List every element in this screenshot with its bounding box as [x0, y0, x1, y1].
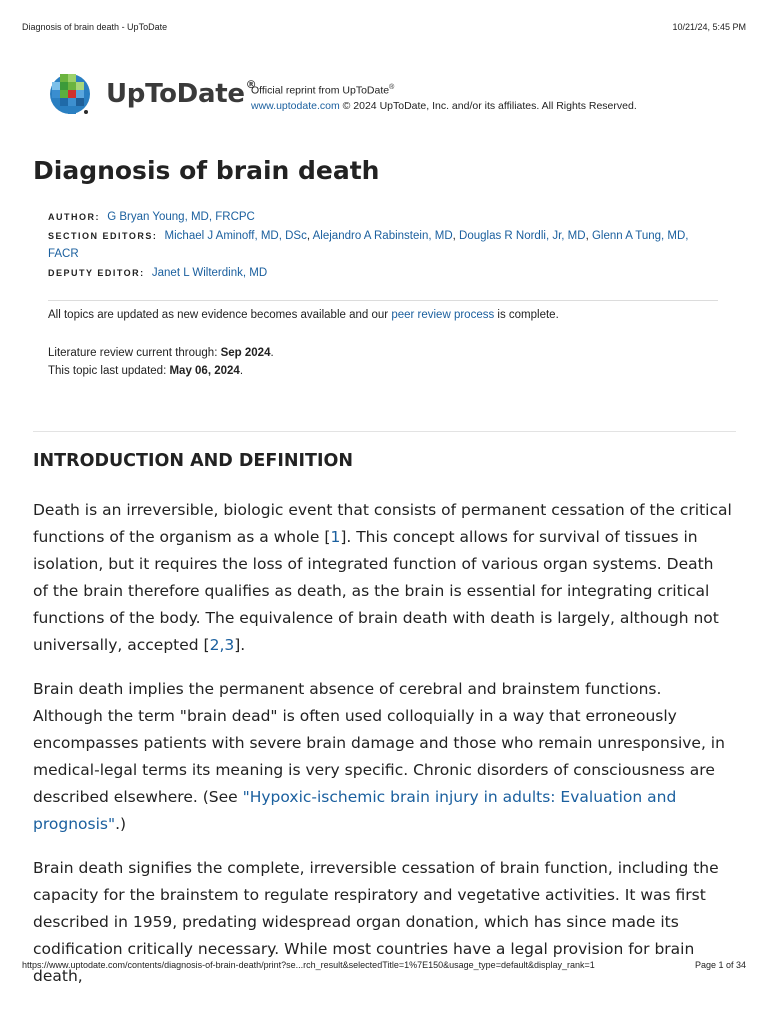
section-editor-link[interactable]: Alejandro A Rabinstein, MD [312, 229, 453, 242]
print-datetime: 10/21/24, 5:45 PM [672, 22, 746, 32]
lit-review-value: Sep 2024 [220, 347, 271, 359]
author-link[interactable]: G Bryan Young, MD, FRCPC [107, 211, 255, 223]
section-editor-link[interactable]: Douglas R Nordli, Jr, MD [459, 229, 586, 242]
last-updated-value: May 06, 2024 [169, 365, 240, 377]
last-updated-label: This topic last updated: [48, 365, 170, 377]
reprint-line: Official reprint from UpToDate [251, 84, 390, 97]
print-url: https://www.uptodate.com/contents/diagnosis-of-brain-death/print?se...rch_result&selectedTitle=1%7E150&usage_type=default&display_rank=1 [22, 960, 595, 970]
copyright-text: © 2024 UpToDate, Inc. and/or its affiliates. All Rights Reserved. [339, 99, 637, 112]
topic-link[interactable]: "Hypoxic-ischemic brain injury in adults: Evaluation and prognosis" [33, 788, 677, 833]
uptodate-logo-icon [48, 72, 92, 116]
update-notice: All topics are updated as new evidence becomes available and our peer review process is complete. [48, 309, 559, 321]
peer-review-link[interactable]: peer review process [391, 309, 495, 321]
reprint-notice: Official reprint from UpToDate® www.uptodate.com © 2024 UpToDate, Inc. and/or its affiliates. All Rights Reserved. [251, 84, 637, 112]
paragraph: Death is an irreversible, biologic event that consists of permanent cessation of the critical functions of the organism as a whole [1]. This concept allows for survival of tissues in isolation, but it requires the loss of integrated function of various organ systems. Death of the brain therefore qualifies as death, as the brain is essential for integrating critical functions of the body. The equivalence of brain death with death is largely, although not universally, accepted [2,3]. [33, 501, 732, 654]
article-body [33, 497, 733, 1007]
section-editors-label: SECTION EDITORS: [48, 230, 158, 241]
print-footer [22, 960, 746, 970]
section-divider [33, 431, 736, 432]
page-title: Diagnosis of brain death [33, 156, 380, 185]
paragraph: Brain death signifies the complete, irreversible cessation of brain function, including the capacity for the brainstem to regulate respiratory and vegetative activities. It was first described in 1959, predating widespread organ donation, which has since made its codification critically necessary. While most countries have a legal provision for brain death, [33, 859, 719, 985]
print-title: Diagnosis of brain death - UpToDate [22, 22, 168, 32]
article-meta: AUTHOR: G Bryan Young, MD, FRCPC SECTION EDITORS: Michael J Aminoff, MD, DSc, Alejandro A Rabinstein, MD, Douglas R Nordli, Jr, MD, Glenn A Tung, MD, FACR DEPUTY EDITOR: Janet L Wilterdink, MD [48, 211, 689, 279]
brand-name: UpToDate® [106, 78, 257, 109]
deputy-editor-label: DEPUTY EDITOR: [48, 267, 145, 278]
author-label: AUTHOR: [48, 212, 100, 222]
reference-link[interactable]: 1 [330, 528, 341, 546]
paragraph: Brain death implies the permanent absence of cerebral and brainstem functions. Although the term "brain dead" is often used colloquially in a way that erroneously encompasses patients with severe brain damage and those who remain unresponsive, in medical-legal terms its meaning is very specific. Chronic disorders of consciousness are described elsewhere. (See "Hypoxic-ischemic brain injury in adults: Evaluation and prognosis".) [33, 680, 725, 833]
print-header [22, 22, 746, 32]
lit-review-label: Literature review current through: [48, 347, 221, 359]
page-number: Page 1 of 34 [694, 960, 746, 970]
meta-divider [48, 300, 718, 301]
section-heading: INTRODUCTION AND DEFINITION [33, 451, 353, 471]
deputy-editor-link[interactable]: Janet L Wilterdink, MD [151, 266, 268, 279]
brand [48, 72, 256, 116]
review-dates: Literature review current through: Sep 2024. This topic last updated: May 06, 2024. [48, 347, 274, 377]
section-editor-link[interactable]: Glenn A Tung, MD, FACR [48, 229, 689, 260]
reference-link[interactable]: 2,3 [209, 636, 235, 654]
section-editor-link[interactable]: Michael J Aminoff, MD, DSc [164, 229, 307, 242]
site-link[interactable]: www.uptodate.com [251, 99, 340, 112]
